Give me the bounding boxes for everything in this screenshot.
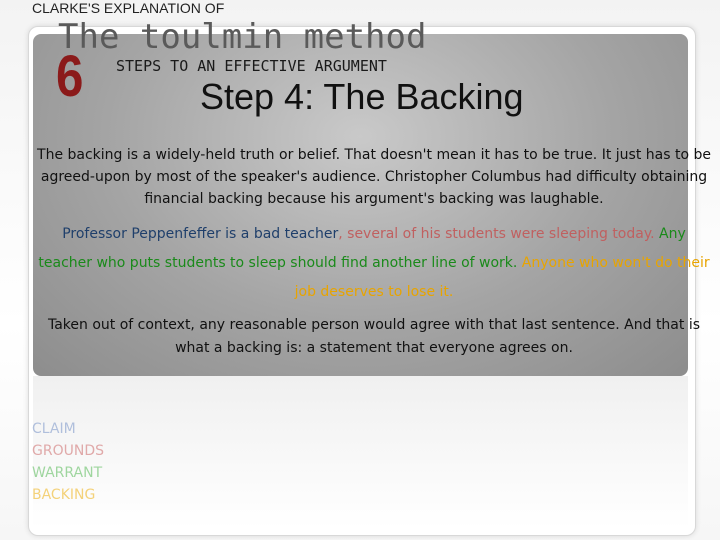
example-backing: Anyone who won't do their job deserves to lose it.	[294, 255, 710, 300]
slide-title: The toulmin method	[58, 17, 427, 57]
example-warrant: Any teacher who puts students to sleep should find another line of work.	[38, 226, 686, 271]
example-paragraph	[34, 220, 714, 307]
color-legend	[32, 418, 104, 506]
series-label: CLARKE'S EXPLANATION OF	[32, 0, 225, 16]
example-claim: Professor Peppenfeffer is a bad teacher	[62, 226, 339, 242]
lower-panel	[33, 376, 688, 528]
example-grounds: , several of his students were sleeping today.	[338, 226, 655, 242]
conclusion-paragraph: Taken out of context, any reasonable person would agree with that last sentence. And that is what a backing is: a statement that everyone agrees on.	[47, 317, 701, 356]
intro-paragraph: The backing is a widely-held truth or belief. That doesn't mean it has to be true. It just has to be agreed-upon by most of the speaker's audience. Christopher Columbus had difficulty obtaining financial backing because his argument's backing was laughable.	[37, 147, 711, 207]
legend-warrant: WARRANT	[32, 465, 103, 481]
slide-subtitle: STEPS TO AN EFFECTIVE ARGUMENT	[116, 57, 387, 75]
legend-claim: CLAIM	[32, 421, 76, 437]
step-heading: Step 4: The Backing	[200, 76, 524, 117]
step-count-number: 6	[56, 44, 84, 109]
legend-backing: BACKING	[32, 487, 96, 503]
legend-grounds: GROUNDS	[32, 443, 104, 459]
